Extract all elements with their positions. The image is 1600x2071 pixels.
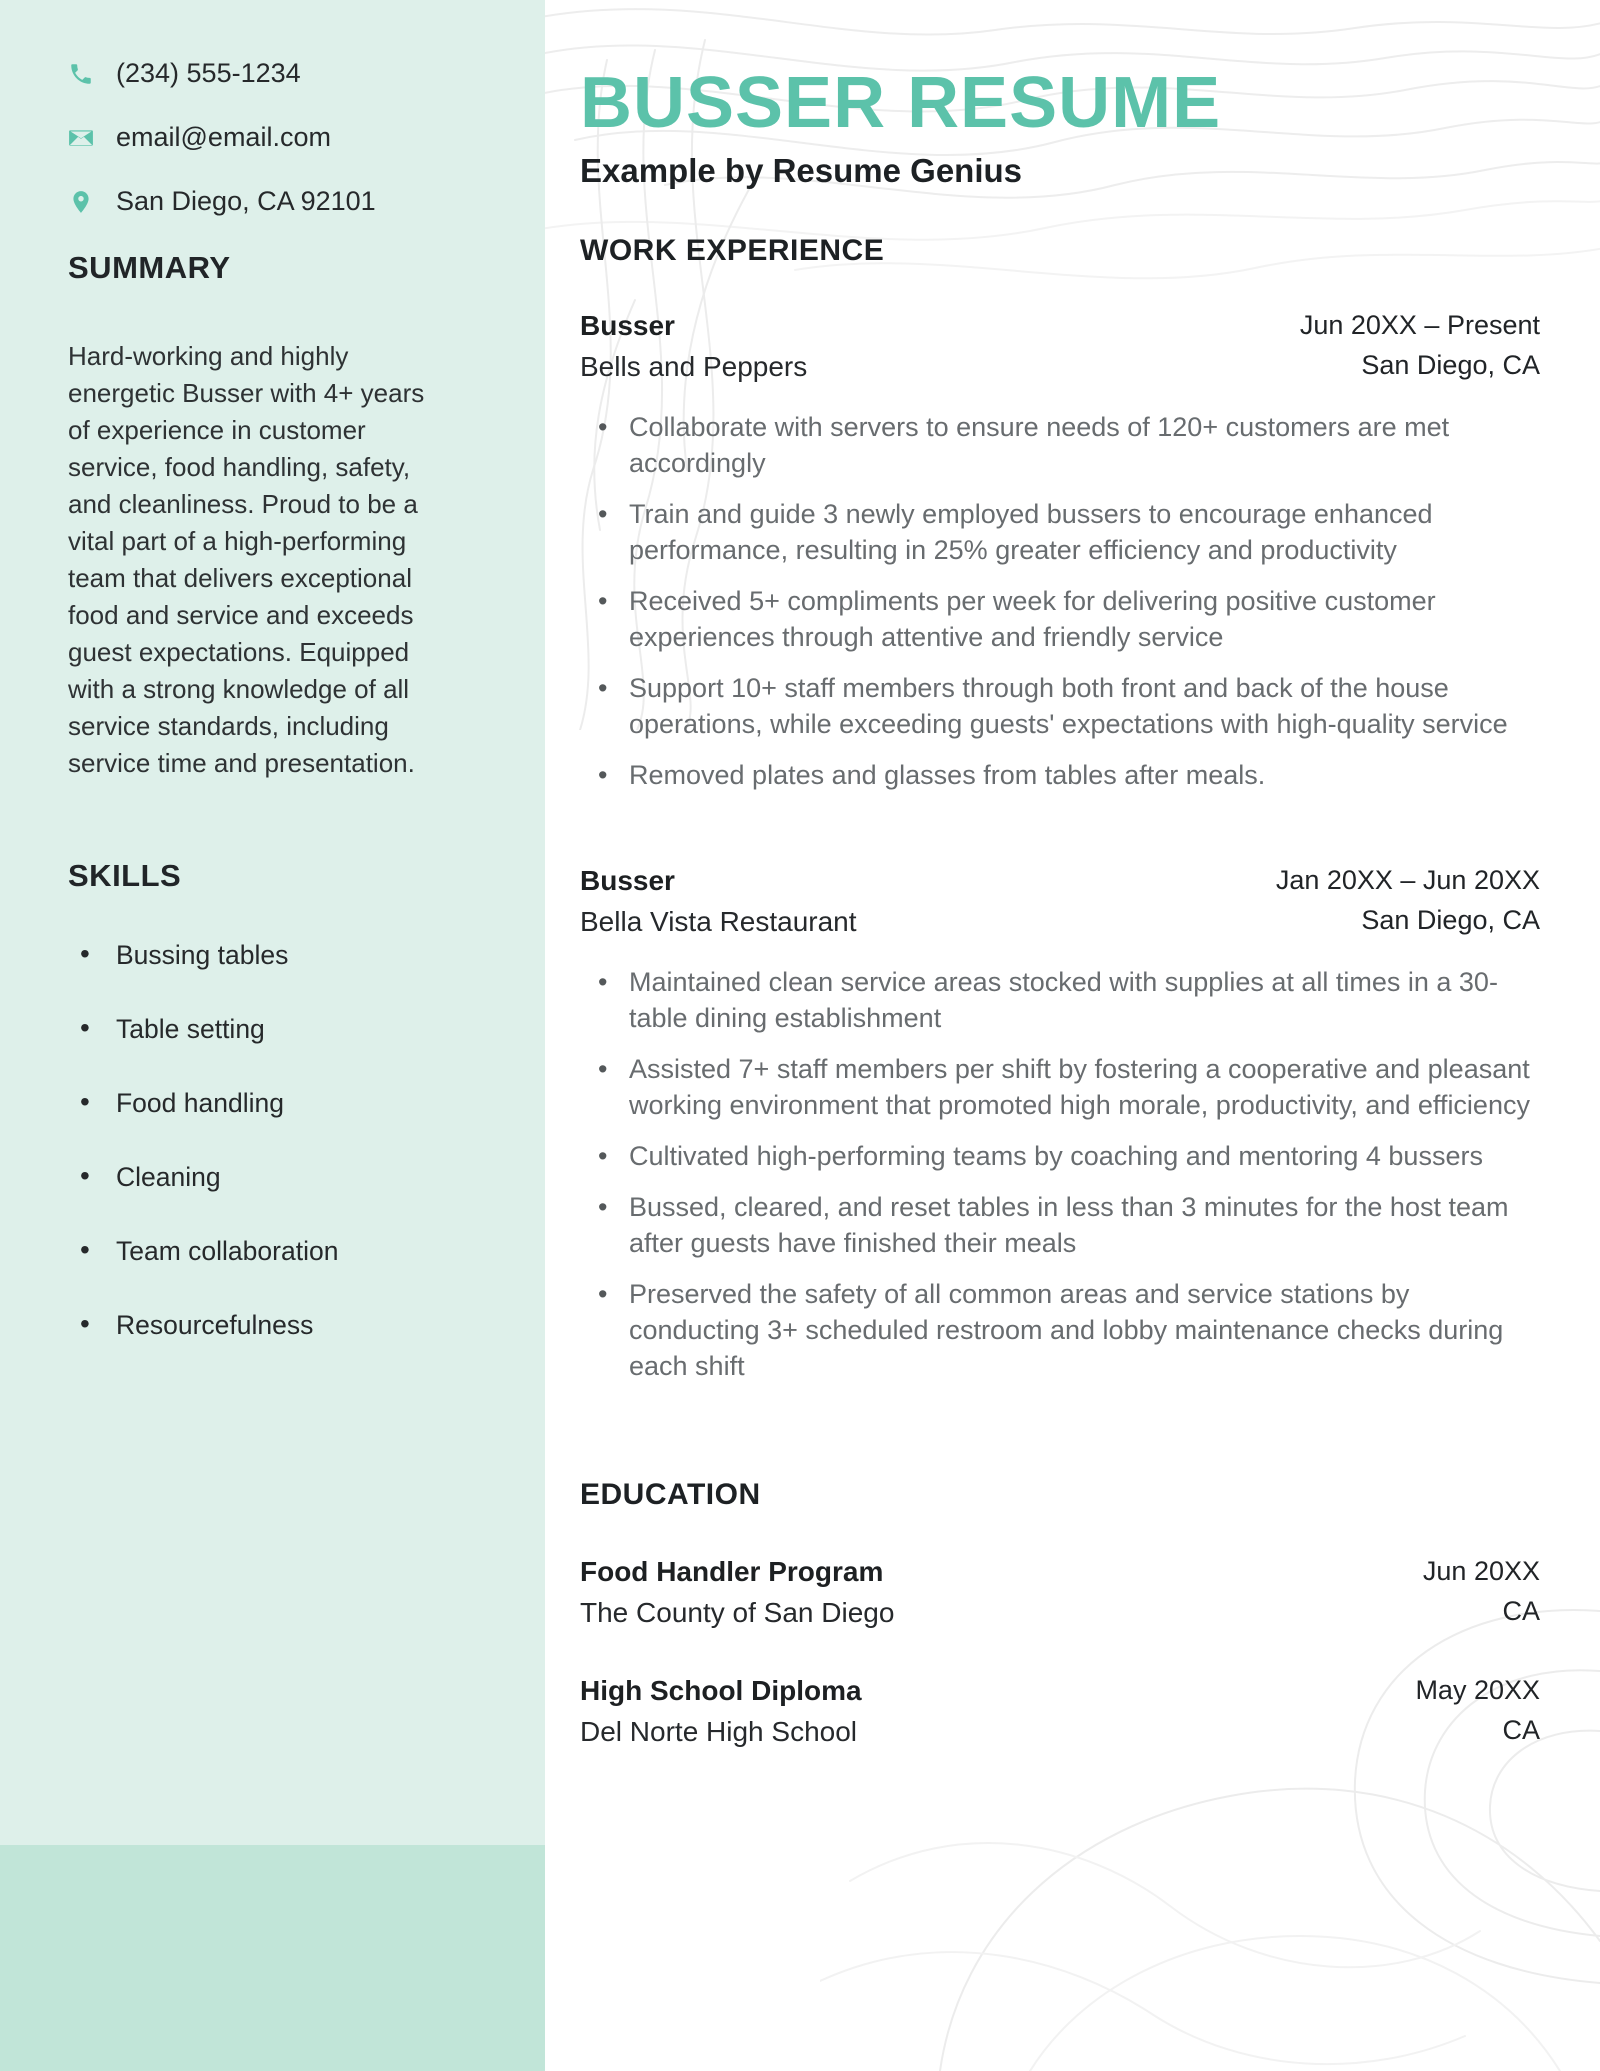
sidebar-accent-block — [0, 1845, 545, 2071]
page-title: BUSSER RESUME — [580, 63, 1222, 143]
contact-phone — [68, 58, 505, 89]
work-experience-heading: WORK EXPERIENCE — [580, 233, 885, 267]
page-subtitle: Example by Resume Genius — [580, 151, 1023, 189]
job-bullet: • Assisted 7+ staff members per shift by fostering a cooperative and pleasant working environment that promoted high morale, productivity, and efficiency — [598, 1051, 1540, 1123]
sidebar — [0, 0, 545, 2071]
skill-item: • Food handling — [80, 1088, 505, 1118]
location-icon — [68, 189, 94, 215]
education-heading: EDUCATION — [580, 1477, 761, 1511]
job-title: Busser — [580, 309, 675, 341]
education-school: Del Norte High School — [580, 1715, 858, 1747]
education-location: CA — [1502, 1595, 1540, 1626]
education-location: CA — [1502, 1714, 1540, 1745]
contact-email — [68, 122, 505, 153]
phone-icon — [68, 61, 94, 87]
job-title: Busser — [580, 864, 675, 896]
job-bullet: • Collaborate with servers to ensure needs of 120+ customers are met accordingly — [598, 409, 1540, 481]
summary-heading: SUMMARY — [68, 250, 231, 285]
contact-location-text: San Diego, CA 92101 — [116, 186, 376, 216]
skills-list — [68, 940, 505, 1340]
contact-location — [68, 186, 505, 217]
skills-heading: SKILLS — [68, 858, 182, 893]
education-entry — [580, 1556, 1540, 1629]
job-company: Bella Vista Restaurant — [580, 905, 857, 937]
job-location: San Diego, CA — [1361, 904, 1540, 935]
contact-phone-text: (234) 555-1234 — [116, 58, 301, 88]
job-header — [580, 865, 1540, 938]
job-bullet: • Support 10+ staff members through both front and back of the house operations, while exceeding guests' expectations with high-quality service — [598, 670, 1540, 742]
skill-item: • Cleaning — [80, 1162, 505, 1192]
summary-text: Hard-working and highly energetic Busser with 4+ years of experience in customer service, food handling, safety, and cleanliness. Proud to be a vital part of a high-performing team that delivers exceptional food and service and exceeds guest expectations. Equipped with a strong knowledge of all service standards, including service time and presentation. — [68, 341, 425, 778]
job-bullet: • Cultivated high-performing teams by coaching and mentoring 4 bussers — [598, 1138, 1540, 1174]
job-dates: Jun 20XX – Present — [1299, 309, 1540, 340]
job-dates: Jan 20XX – Jun 20XX — [1275, 864, 1540, 895]
education-school: The County of San Diego — [580, 1596, 895, 1628]
skill-item: • Bussing tables — [80, 940, 505, 970]
education-degree: Food Handler Program — [580, 1555, 884, 1587]
job-header — [580, 310, 1540, 383]
skill-item: • Resourcefulness — [80, 1310, 505, 1340]
job-bullet: • Removed plates and glasses from tables after meals. — [598, 757, 1540, 793]
skill-item: • Team collaboration — [80, 1236, 505, 1266]
job-company: Bells and Peppers — [580, 350, 808, 382]
main-column — [545, 0, 1600, 2071]
job-bullet-list — [580, 964, 1540, 1384]
skill-item: • Table setting — [80, 1014, 505, 1044]
email-icon — [68, 125, 94, 151]
job-bullet: • Bussed, cleared, and reset tables in less than 3 minutes for the host team after guests have finished their meals — [598, 1189, 1540, 1261]
job-bullet: • Maintained clean service areas stocked with supplies at all times in a 30-table dining establishment — [598, 964, 1540, 1036]
education-date: May 20XX — [1415, 1674, 1540, 1705]
job-location: San Diego, CA — [1361, 349, 1540, 380]
job-bullet: • Received 5+ compliments per week for delivering positive customer experiences through attentive and friendly service — [598, 583, 1540, 655]
job-bullet-list — [580, 409, 1540, 793]
education-entry — [580, 1675, 1540, 1748]
education-degree: High School Diploma — [580, 1674, 862, 1706]
job-bullet: • Preserved the safety of all common areas and service stations by conducting 3+ scheduled restroom and lobby maintenance checks during each shift — [598, 1276, 1540, 1384]
job-bullet: • Train and guide 3 newly employed bussers to encourage enhanced performance, resulting in 25% greater efficiency and productivity — [598, 496, 1540, 568]
contact-email-text: email@email.com — [116, 122, 331, 152]
education-date: Jun 20XX — [1422, 1555, 1540, 1586]
